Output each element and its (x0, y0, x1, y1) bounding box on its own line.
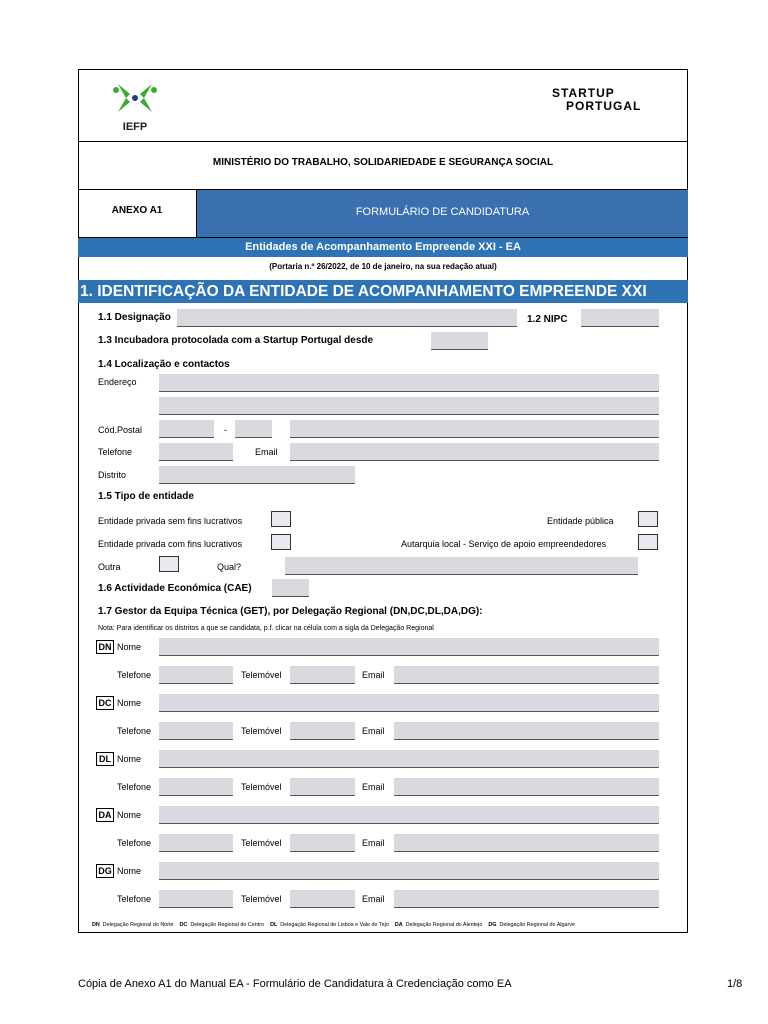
autarquia-checkbox[interactable] (638, 534, 658, 550)
distrito-label: Distrito (98, 470, 127, 480)
region-tag-dg[interactable]: DG (96, 864, 114, 878)
entidade-publica-checkbox[interactable] (638, 511, 658, 527)
cod-postal-dash: - (224, 425, 227, 435)
region-tag-dn[interactable]: DN (96, 640, 114, 654)
tipo-entidade-label: 1.5 Tipo de entidade (98, 491, 194, 502)
startup-portugal-logo (552, 87, 642, 121)
qual-field[interactable] (285, 557, 638, 575)
outra-label: Outra (98, 562, 121, 572)
telefone-field-dc[interactable] (159, 722, 233, 740)
region-tag-da[interactable]: DA (96, 808, 114, 822)
email-label: Email (362, 726, 385, 736)
legend-code: DN (92, 922, 100, 928)
section1-banner (78, 280, 688, 303)
telefone-field-dg[interactable] (159, 890, 233, 908)
nipc-label: 1.2 NIPC (527, 314, 568, 325)
nipc-field[interactable] (581, 309, 659, 327)
incubadora-label: 1.3 Incubadora protocolada com a Startup Portugal desde (98, 335, 374, 346)
telefone-label: Telefone (117, 894, 152, 904)
cod-postal-label: Cód.Postal (98, 425, 143, 435)
entities-title: Entidades de Acompanhamento Empreende XXI - EA (245, 241, 521, 253)
nota-text: Nota: Para identificar os distritos a que se candidata, p.f. clicar na célula com a sigla da Delegação Regional (98, 625, 434, 632)
telefone-field[interactable] (159, 443, 233, 461)
telefone-field-da[interactable] (159, 834, 233, 852)
telefone-label: Telefone (117, 670, 152, 680)
telemovel-field-da[interactable] (290, 834, 355, 852)
telemovel-label: Telemóvel (241, 670, 282, 680)
page-number: 1/8 (727, 978, 743, 990)
email-label: Email (362, 838, 385, 848)
startup-logo-line1: STARTUP (552, 86, 615, 100)
email-label: Email (362, 670, 385, 680)
entities-banner (78, 238, 688, 257)
nome-field-dn[interactable] (159, 638, 659, 656)
legend-code: DA (394, 922, 403, 928)
telemovel-label: Telemóvel (241, 838, 282, 848)
footer-text: Cópia de Anexo A1 do Manual EA - Formulário de Candidatura à Credenciação como EA (78, 978, 512, 990)
telefone-label: Telefone (98, 447, 133, 457)
email-label: Email (362, 894, 385, 904)
email-field-dn[interactable] (394, 666, 659, 684)
nome-field-dc[interactable] (159, 694, 659, 712)
telemovel-field-dc[interactable] (290, 722, 355, 740)
telefone-field-dl[interactable] (159, 778, 233, 796)
email-field-dg[interactable] (394, 890, 659, 908)
section1-title: 1. IDENTIFICAÇÃO DA ENTIDADE DE ACOMPANHAMENTO EMPREENDE XXI (80, 283, 647, 300)
telefone-field-dn[interactable] (159, 666, 233, 684)
email-field-dc[interactable] (394, 722, 659, 740)
cae-label: 1.6 Actividade Económica (CAE) (98, 583, 252, 594)
qual-label: Qual? (217, 562, 242, 572)
legend-text: Delegação Regional de Lisboa e Vale do Tejo (280, 922, 389, 928)
endereco-label: Endereço (98, 377, 137, 387)
outra-checkbox[interactable] (159, 556, 179, 572)
endereco-field-1[interactable] (159, 374, 659, 392)
email-field[interactable] (290, 443, 659, 461)
nome-field-dg[interactable] (159, 862, 659, 880)
nome-label: Nome (117, 754, 142, 764)
form-title: FORMULÁRIO DE CANDIDATURA (355, 206, 530, 218)
email-label: Email (255, 447, 278, 457)
legend-code: DG (488, 922, 497, 928)
designacao-label: 1.1 Designação (98, 312, 171, 323)
privada-sem-fins-label: Entidade privada sem fins lucrativos (98, 516, 243, 526)
region-tag-dc[interactable]: DC (96, 696, 114, 710)
portaria-note: (Portaria n.º 26/2022, de 10 de janeiro, na sua redação atual) (269, 262, 497, 271)
region-tag-dl[interactable]: DL (96, 752, 114, 766)
gestor-label: 1.7 Gestor da Equipa Técnica (GET), por Delegação Regional (DN,DC,DL,DA,DG): (98, 606, 483, 617)
email-field-da[interactable] (394, 834, 659, 852)
telemovel-field-dl[interactable] (290, 778, 355, 796)
localidade-field[interactable] (290, 420, 659, 438)
designacao-field[interactable] (177, 309, 517, 327)
incubadora-date-field[interactable] (431, 332, 488, 350)
cod-postal-field-1[interactable] (159, 420, 214, 438)
cod-postal-field-2[interactable] (235, 420, 272, 438)
email-label: Email (362, 782, 385, 792)
legend-text: Delegação Regional do Centro (190, 922, 265, 928)
telemovel-field-dn[interactable] (290, 666, 355, 684)
distrito-field[interactable] (159, 466, 355, 484)
telemovel-label: Telemóvel (241, 726, 282, 736)
ministry-title: MINISTÉRIO DO TRABALHO, SOLIDARIEDADE E SEGURANÇA SOCIAL (212, 157, 554, 168)
nome-field-da[interactable] (159, 806, 659, 824)
nome-field-dl[interactable] (159, 750, 659, 768)
privada-com-fins-label: Entidade privada com fins lucrativos (98, 539, 243, 549)
email-field-dl[interactable] (394, 778, 659, 796)
telemovel-field-dg[interactable] (290, 890, 355, 908)
legend-text: Delegação Regional do Alentejo (405, 922, 483, 928)
iefp-logo (112, 80, 158, 132)
startup-logo-line2: PORTUGAL (566, 99, 642, 113)
annex-label: ANEXO A1 (111, 205, 163, 216)
localizacao-label: 1.4 Localização e contactos (98, 359, 230, 370)
telemovel-label: Telemóvel (241, 894, 282, 904)
iefp-logo-icon (112, 80, 158, 116)
telemovel-label: Telemóvel (241, 782, 282, 792)
nome-label: Nome (117, 810, 142, 820)
telefone-label: Telefone (117, 838, 152, 848)
endereco-field-2[interactable] (159, 397, 659, 415)
entidade-publica-label: Entidade pública (547, 516, 614, 526)
iefp-logo-text: IEFP (122, 121, 148, 133)
divider (78, 141, 688, 142)
nome-label: Nome (117, 698, 142, 708)
legend-code: DL (270, 922, 278, 928)
nome-label: Nome (117, 642, 142, 652)
form-title-banner (196, 190, 688, 237)
legend-text: Delegação Regional do Algarve (499, 922, 575, 928)
privada-sem-fins-checkbox[interactable] (271, 511, 291, 527)
region-legend (92, 922, 581, 928)
telefone-label: Telefone (117, 726, 152, 736)
autarquia-label: Autarquia local - Serviço de apoio empreendedores (401, 539, 607, 549)
privada-com-fins-checkbox[interactable] (271, 534, 291, 550)
legend-code: DC (179, 922, 188, 928)
cae-field[interactable] (272, 579, 309, 597)
legend-text: Delegação Regional do Norte (102, 922, 174, 928)
telefone-label: Telefone (117, 782, 152, 792)
nome-label: Nome (117, 866, 142, 876)
